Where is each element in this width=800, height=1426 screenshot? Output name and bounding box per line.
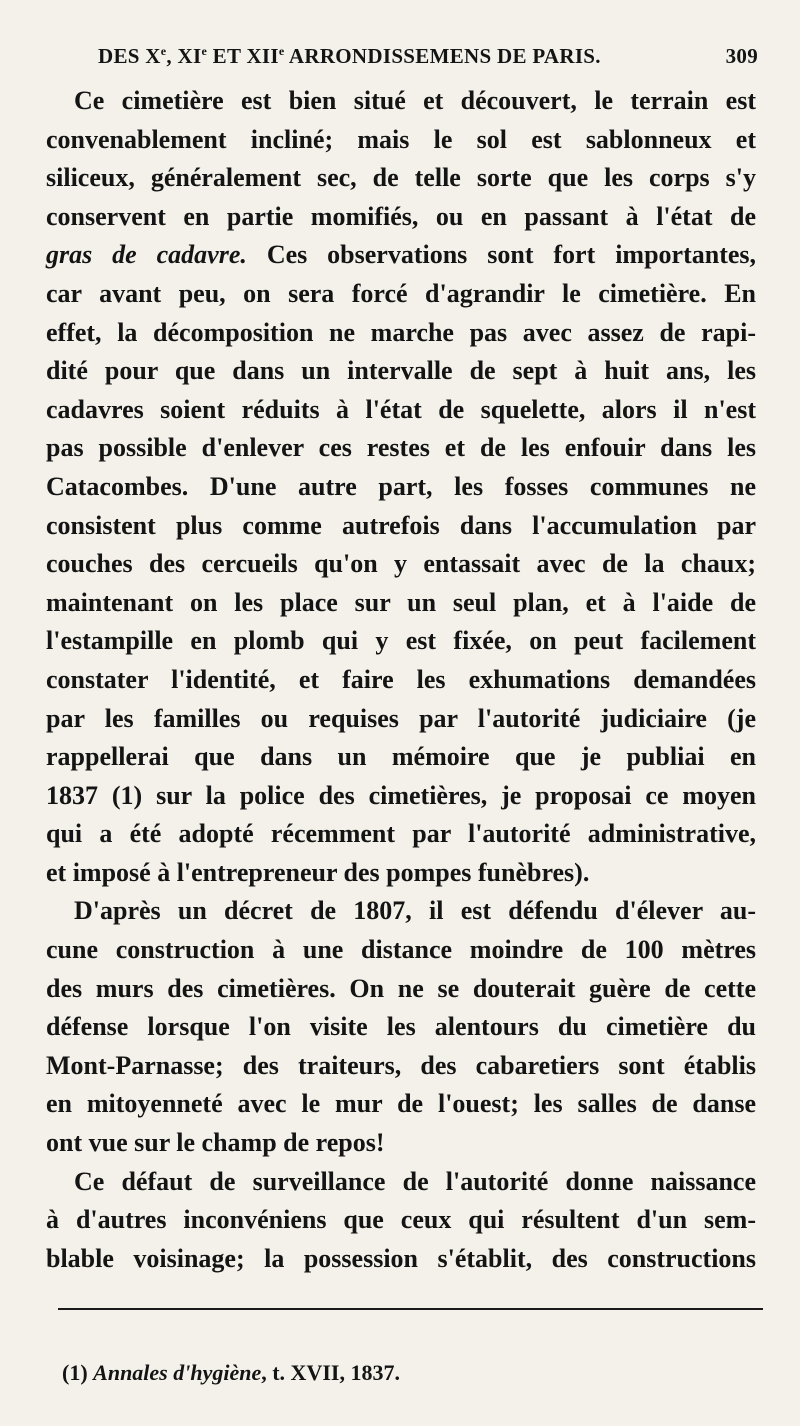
text-line: effet, la décomposition ne marche pas avec assez de rapi- (46, 317, 756, 347)
text-line: qui a été adopté récemment par l'autorité administrative, (46, 819, 756, 849)
text-line: Ce cimetière est bien situé et découvert, le terrain est (74, 86, 756, 115)
text-line: car avant peu, on sera forcé d'agrandir le cimetière. En (46, 278, 756, 308)
text-line: Catacombes. D'une autre part, les fosses communes ne (46, 471, 756, 501)
text-line: conservent en partie momifiés, ou en passant à l'état de (46, 201, 756, 231)
text-line: constater l'identité, et faire les exhumations demandées (46, 664, 756, 694)
footnote (62, 1360, 400, 1386)
text-line: pas possible d'enlever ces restes et de les enfouir dans les (46, 433, 756, 463)
text-line: défense lorsque l'on visite les alentours du cimetière du (46, 1012, 756, 1042)
text-line: dité pour que dans un intervalle de sept à huit ans, les (46, 356, 756, 386)
text-line: gras de cadavre. Ces observations sont fort importantes, (46, 240, 757, 270)
text-line: cadavres soient réduits à l'état de squelette, alors il n'est (46, 394, 756, 424)
running-header (98, 44, 758, 69)
text-line: convenablement incliné; mais le sol est sablonneux et (46, 124, 756, 154)
text-line: des murs des cimetières. On ne se douterait guère de cette (46, 973, 756, 1003)
italic-term: gras de cadavre. (46, 240, 247, 270)
footnote-citation: , t. XVII, 1837. (261, 1360, 400, 1385)
text-line: à d'autres inconvéniens que ceux qui résultent d'un sem- (46, 1205, 756, 1235)
page-number: 309 (725, 44, 758, 68)
text-line: 1837 (1) sur la police des cimetières, je proposai ce moyen (46, 780, 756, 810)
text-line: blable voisinage; la possession s'établit, des constructions (46, 1243, 756, 1273)
text-line: Mont-Parnasse; des traiteurs, des cabaretiers sont établis (46, 1050, 756, 1080)
text-line: ont vue sur le champ de repos! (46, 1128, 385, 1158)
footnote-journal: Annales d'hygiène (93, 1360, 262, 1385)
text-line: et imposé à l'entrepreneur des pompes funèbres). (46, 857, 590, 887)
footnote-marker: (1) (62, 1360, 94, 1385)
header-title: DES Xe, XIe ET XIIe ARRONDISSEMENS DE PARIS. (98, 44, 601, 68)
text-line: par les familles ou requises par l'autorité judiciaire (je (46, 703, 756, 733)
text-line: siliceux, généralement sec, de telle sorte que les corps s'y (46, 163, 756, 193)
text-line: rappellerai que dans un mémoire que je publiai en (46, 742, 756, 772)
footnote-divider (58, 1308, 763, 1310)
text-line: consistent plus comme autrefois dans l'accumulation par (46, 510, 756, 540)
text-line: maintenant on les place sur un seul plan, et à l'aide de (46, 587, 756, 617)
text-line: couches des cercueils qu'on y entassait avec de la chaux; (46, 549, 756, 579)
text-line: D'après un décret de 1807, il est défendu d'élever au- (74, 896, 756, 926)
text-line: Ce défaut de surveillance de l'autorité donne naissance (74, 1166, 756, 1196)
text-line: l'estampille en plomb qui y est fixée, on peut facilement (46, 626, 756, 656)
text-line: en mitoyenneté avec le mur de l'ouest; les salles de danse (46, 1089, 756, 1119)
text-line: cune construction à une distance moindre de 100 mètres (46, 935, 756, 965)
body-text (46, 82, 756, 1278)
